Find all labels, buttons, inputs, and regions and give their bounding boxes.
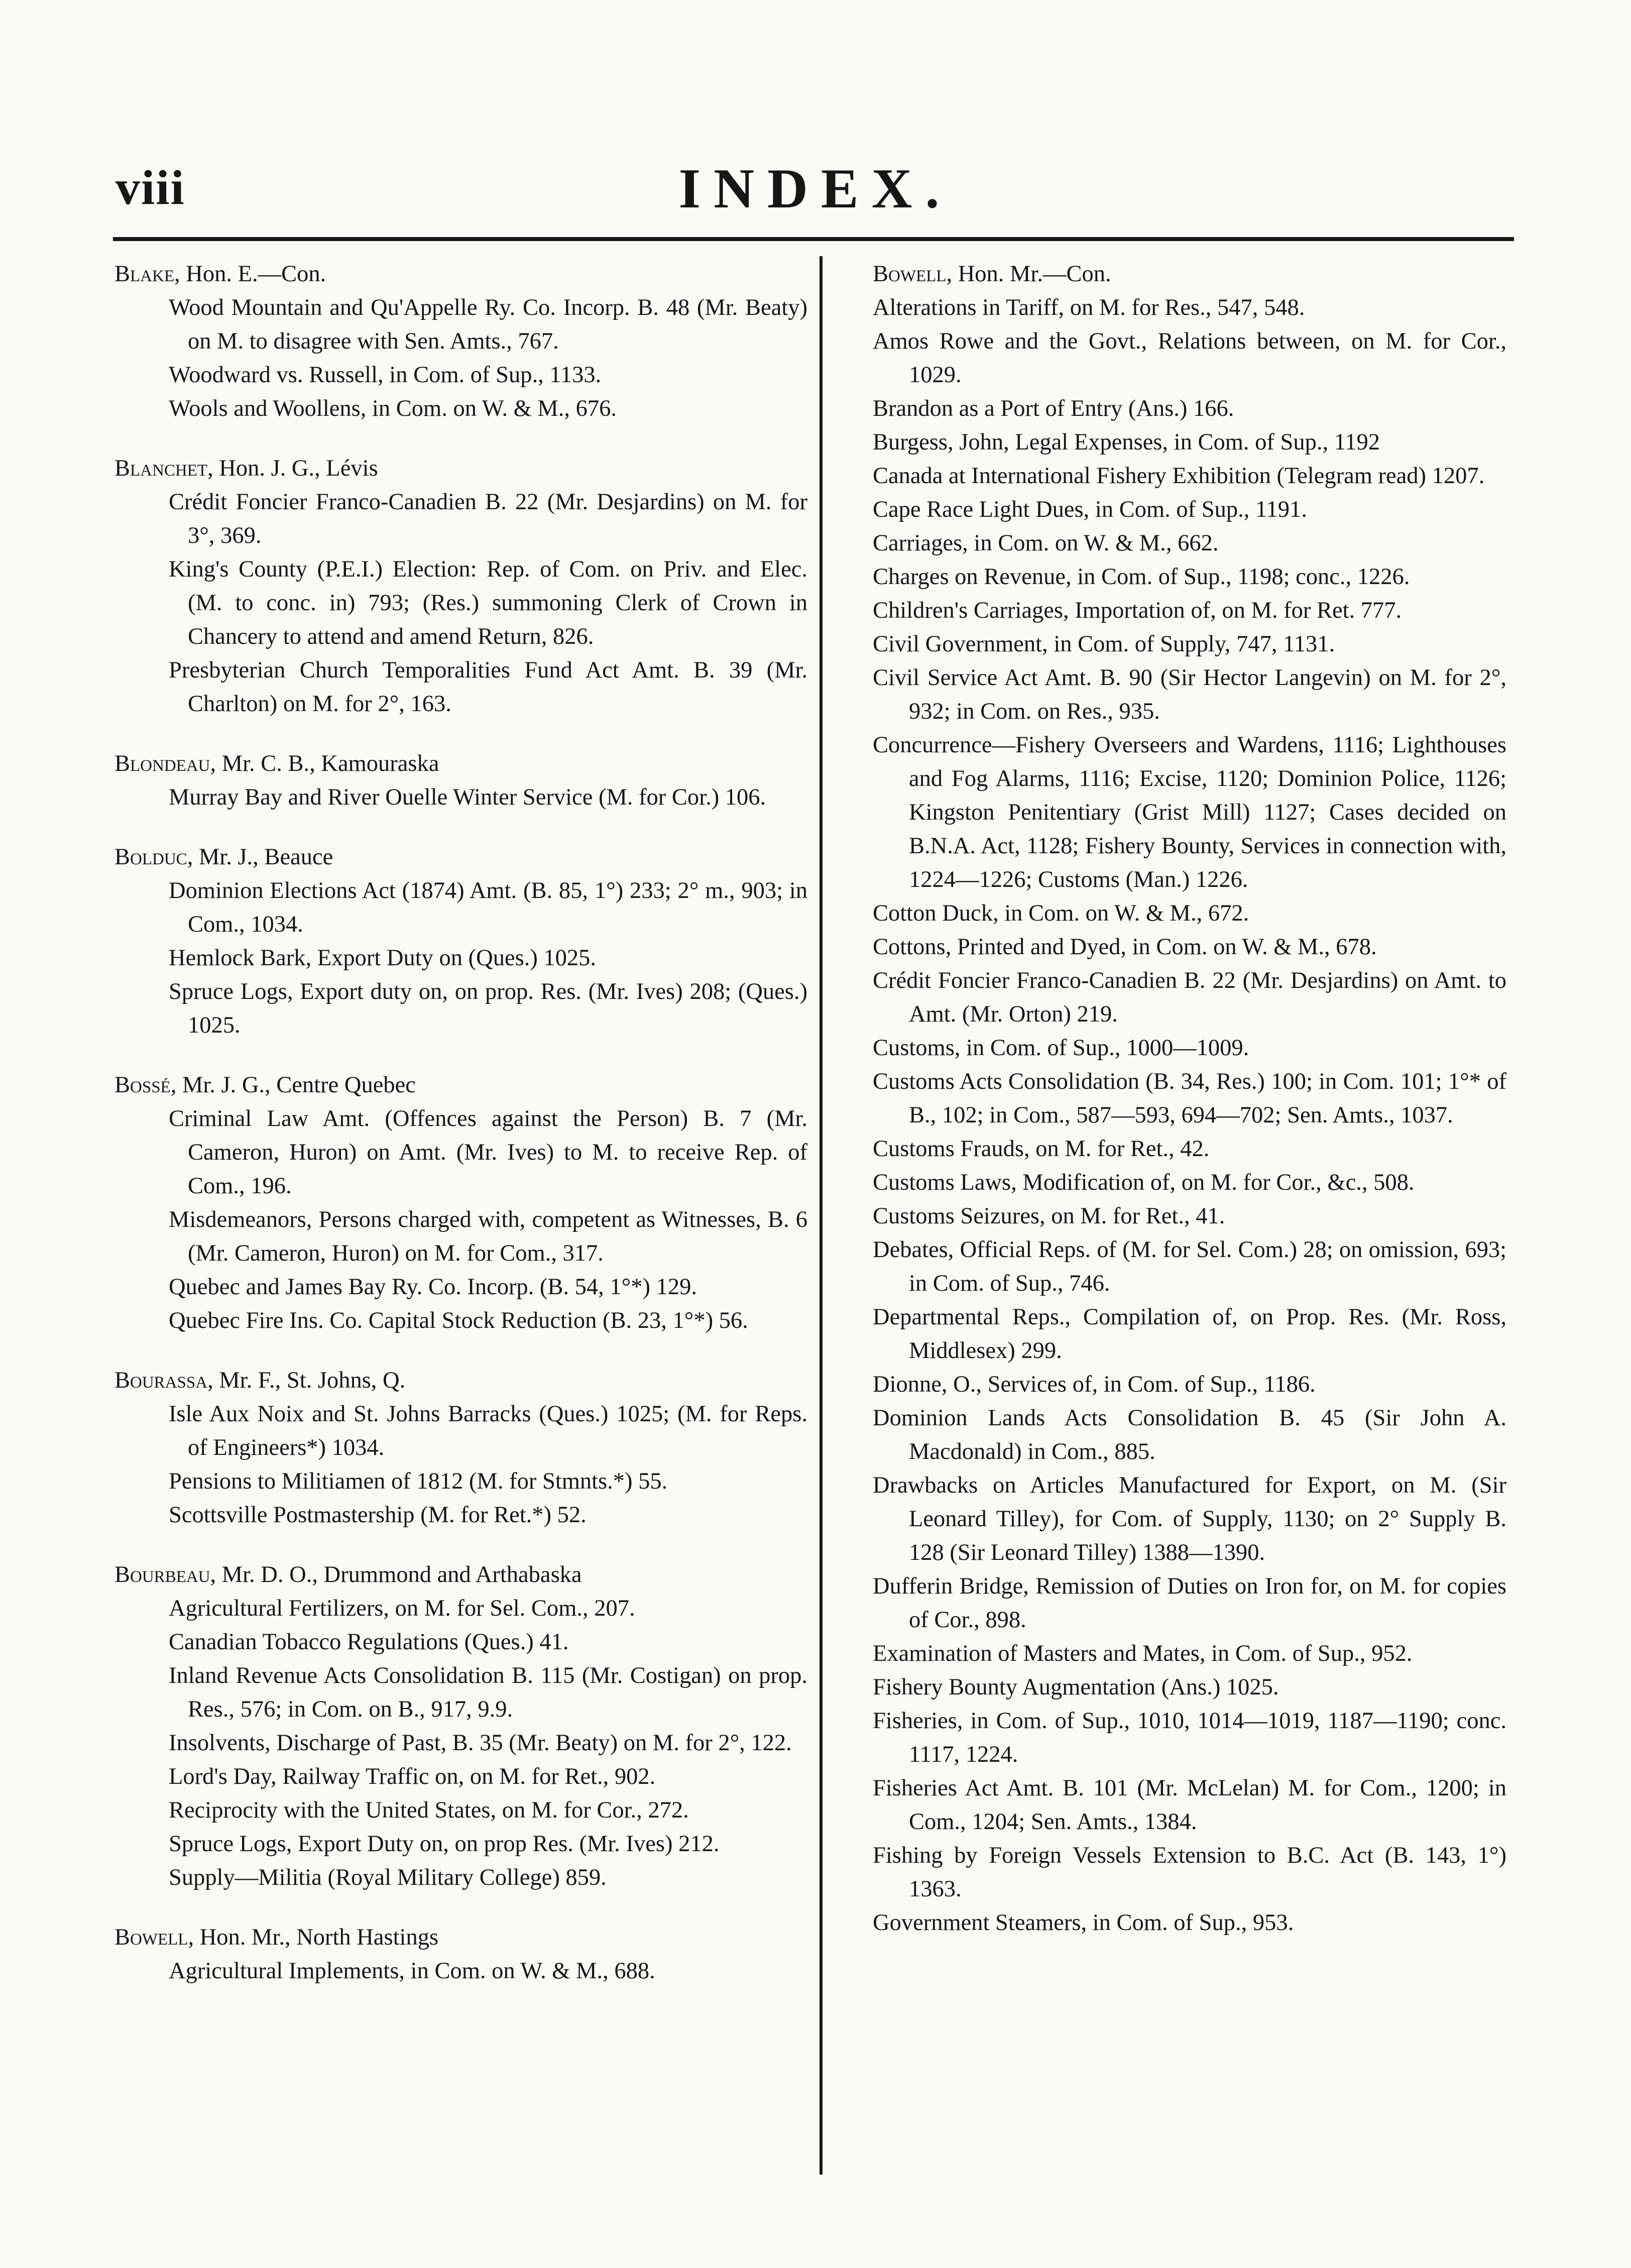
entry-heading bbox=[114, 747, 807, 780]
subentry: Customs Frauds, on M. for Ret., 42. bbox=[873, 1136, 1210, 1162]
entry-heading bbox=[114, 1068, 807, 1102]
subentry: Government Steamers, in Com. of Sup., 953. bbox=[873, 1910, 1294, 1936]
index-entry bbox=[114, 1068, 807, 1337]
subentry: Hemlock Bark, Export Duty on (Ques.) 1025. bbox=[169, 945, 597, 971]
entry-name: Blake bbox=[114, 261, 174, 287]
subentry: Examination of Masters and Mates, in Com. of Sup., 952. bbox=[873, 1641, 1413, 1666]
subentry: Spruce Logs, Export Duty on, on prop Res. (Mr. Ives) 212. bbox=[169, 1831, 720, 1857]
header-rule bbox=[113, 237, 1514, 241]
subentry: Dufferin Bridge, Remission of Duties on Iron for, on M. for copies of Cor., 898. bbox=[873, 1573, 1506, 1633]
index-entry bbox=[114, 840, 807, 1042]
subentry: Murray Bay and River Ouelle Winter Service (M. for Cor.) 106. bbox=[169, 784, 766, 810]
subentry: Misdemeanors, Persons charged with, competent as Witnesses, B. 6 (Mr. Cameron, Huron) on M. for Com., 317. bbox=[169, 1207, 807, 1266]
index-entry bbox=[114, 257, 807, 425]
index-entry bbox=[114, 451, 807, 721]
subentry: Insolvents, Discharge of Past, B. 35 (Mr. Beaty) on M. for 2°, 122. bbox=[169, 1730, 792, 1756]
subentry: Cotton Duck, in Com. on W. & M., 672. bbox=[873, 900, 1249, 926]
right-column bbox=[873, 257, 1506, 1940]
subentry: Crédit Foncier Franco-Canadien B. 22 (Mr. Desjardins) on M. for 3°, 369. bbox=[169, 489, 807, 548]
entry-heading bbox=[873, 257, 1506, 291]
subentry: Drawbacks on Articles Manufactured for Export, on M. (Sir Leonard Tilley), for Com. of Supply, 1130; on 2° Supply B. 128 (Sir Leonard Tilley) 1388—1390. bbox=[873, 1472, 1506, 1565]
subentry: Fishery Bounty Augmentation (Ans.) 1025. bbox=[873, 1674, 1279, 1700]
subentry: Customs Acts Consolidation (B. 34, Res.) 100; in Com. 101; 1°* of B., 102; in Com., 587—593, 694—702; Sen. Amts., 1037. bbox=[873, 1069, 1506, 1128]
subentry: Concurrence—Fishery Overseers and Wardens, 1116; Lighthouses and Fog Alarms, 1116; Excise, 1120; Dominion Police, 1126; Kingston Penitentiary (Grist Mill) 1127; Cases decided on B.N.A. Act, 1128; Fishery Bounty, Services in connection with, 1224—1226; Customs (Man.) 1226. bbox=[873, 732, 1506, 892]
entry-descriptor: , Hon. E.—Con. bbox=[174, 261, 326, 287]
entry-descriptor: , Hon. J. G., Lévis bbox=[207, 456, 378, 481]
subentry: Brandon as a Port of Entry (Ans.) 166. bbox=[873, 396, 1234, 421]
subentry: Quebec Fire Ins. Co. Capital Stock Reduction (B. 23, 1°*) 56. bbox=[169, 1308, 748, 1333]
subentry: Cape Race Light Dues, in Com. of Sup., 1191. bbox=[873, 497, 1307, 522]
subentry: Cottons, Printed and Dyed, in Com. on W. & M., 678. bbox=[873, 934, 1377, 960]
entry-heading bbox=[114, 840, 807, 874]
subentry: Canada at International Fishery Exhibition (Telegram read) 1207. bbox=[873, 463, 1485, 489]
subentry: Wood Mountain and Qu'Appelle Ry. Co. Incorp. B. 48 (Mr. Beaty) on M. to disagree with Sen. Amts., 767. bbox=[169, 295, 807, 354]
index-entry bbox=[114, 1364, 807, 1532]
column-divider bbox=[820, 256, 823, 2175]
subentry: Customs Seizures, on M. for Ret., 41. bbox=[873, 1203, 1225, 1229]
subentry: Fishing by Foreign Vessels Extension to B.C. Act (B. 143, 1°) 1363. bbox=[873, 1843, 1506, 1902]
subentry: Debates, Official Reps. of (M. for Sel. Com.) 28; on omission, 693; in Com. of Sup., 746. bbox=[873, 1237, 1506, 1296]
entry-name: Bowell bbox=[873, 261, 947, 287]
subentry: Alterations in Tariff, on M. for Res., 547, 548. bbox=[873, 295, 1305, 320]
subentry: Scottsville Postmastership (M. for Ret.*) 52. bbox=[169, 1502, 587, 1528]
subentry: Criminal Law Amt. (Offences against the Person) B. 7 (Mr. Cameron, Huron) on Amt. (Mr. Ives) to M. to receive Rep. of Com., 196. bbox=[169, 1106, 807, 1199]
subentry: Carriages, in Com. on W. & M., 662. bbox=[873, 530, 1219, 556]
subentry: Fisheries Act Amt. B. 101 (Mr. McLelan) M. for Com., 1200; in Com., 1204; Sen. Amts., 1384. bbox=[873, 1775, 1506, 1835]
subentry: Civil Service Act Amt. B. 90 (Sir Hector Langevin) on M. for 2°, 932; in Com. on Res., 935. bbox=[873, 665, 1506, 724]
subentry: Burgess, John, Legal Expenses, in Com. of Sup., 1192 bbox=[873, 429, 1380, 455]
index-entry bbox=[114, 1920, 807, 1988]
entry-heading bbox=[114, 1920, 807, 1954]
page-title: INDEX. bbox=[678, 158, 953, 220]
entry-name: Blondeau bbox=[114, 751, 210, 776]
subentry: Children's Carriages, Importation of, on M. for Ret. 777. bbox=[873, 598, 1402, 623]
subentry: Isle Aux Noix and St. Johns Barracks (Ques.) 1025; (M. for Reps. of Engineers*) 1034. bbox=[169, 1401, 807, 1460]
entry-name: Blanchet bbox=[114, 456, 207, 481]
entry-name: Bolduc bbox=[114, 844, 187, 870]
subentry: Dominion Elections Act (1874) Amt. (B. 85, 1°) 233; 2° m., 903; in Com., 1034. bbox=[169, 878, 807, 937]
entry-name: Bourassa bbox=[114, 1368, 208, 1393]
entry-heading bbox=[114, 451, 807, 485]
subentry: Customs, in Com. of Sup., 1000—1009. bbox=[873, 1035, 1249, 1061]
left-column bbox=[114, 257, 807, 2014]
subentry: Fisheries, in Com. of Sup., 1010, 1014—1019, 1187—1190; conc. 1117, 1224. bbox=[873, 1708, 1506, 1767]
entry-descriptor: , Hon. Mr., North Hastings bbox=[188, 1924, 439, 1950]
page-number: viii bbox=[115, 161, 185, 215]
subentry: Spruce Logs, Export duty on, on prop. Res. (Mr. Ives) 208; (Ques.) 1025. bbox=[169, 979, 807, 1038]
subentry: Civil Government, in Com. of Supply, 747, 1131. bbox=[873, 631, 1335, 657]
subentry: Quebec and James Bay Ry. Co. Incorp. (B. 54, 1°*) 129. bbox=[169, 1274, 697, 1300]
entry-name: Bowell bbox=[114, 1924, 188, 1950]
entry-descriptor: , Mr. D. O., Drummond and Arthabaska bbox=[210, 1562, 582, 1587]
index-entry bbox=[114, 1558, 807, 1894]
subentry: King's County (P.E.I.) Election: Rep. of Com. on Priv. and Elec. (M. to conc. in) 793; (Res.) summoning Clerk of Crown in Chancery to attend and amend Return, 826. bbox=[169, 556, 807, 649]
subentry: Amos Rowe and the Govt., Relations between, on M. for Cor., 1029. bbox=[873, 328, 1506, 388]
index-entry bbox=[114, 747, 807, 814]
entry-heading bbox=[114, 1558, 807, 1592]
subentry: Charges on Revenue, in Com. of Sup., 1198; conc., 1226. bbox=[873, 564, 1410, 590]
entry-name: Bourbeau bbox=[114, 1562, 210, 1587]
entry-heading bbox=[114, 257, 807, 291]
subentry: Pensions to Militiamen of 1812 (M. for Stmnts.*) 55. bbox=[169, 1468, 668, 1494]
subentry: Wools and Woollens, in Com. on W. & M., 676. bbox=[169, 396, 617, 421]
entry-descriptor: , Mr. J. G., Centre Quebec bbox=[170, 1072, 416, 1098]
subentry: Dominion Lands Acts Consolidation B. 45 (Sir John A. Macdonald) in Com., 885. bbox=[873, 1405, 1506, 1464]
subentry: Departmental Reps., Compilation of, on Prop. Res. (Mr. Ross, Middlesex) 299. bbox=[873, 1304, 1506, 1364]
subentry: Crédit Foncier Franco-Canadien B. 22 (Mr. Desjardins) on Amt. to Amt. (Mr. Orton) 219. bbox=[873, 968, 1506, 1027]
subentry: Inland Revenue Acts Consolidation B. 115 (Mr. Costigan) on prop. Res., 576; in Com. on B., 917, 9.9. bbox=[169, 1663, 807, 1722]
subentry: Lord's Day, Railway Traffic on, on M. for Ret., 902. bbox=[169, 1764, 656, 1789]
subentry: Supply—Militia (Royal Military College) 859. bbox=[169, 1865, 607, 1890]
subentry: Reciprocity with the United States, on M. for Cor., 272. bbox=[169, 1797, 689, 1823]
subentry: Woodward vs. Russell, in Com. of Sup., 1133. bbox=[169, 362, 602, 388]
entry-name: Bossé bbox=[114, 1072, 171, 1098]
entry-descriptor: , Mr. F., St. Johns, Q. bbox=[207, 1368, 406, 1393]
entry-descriptor: , Mr. J., Beauce bbox=[187, 844, 333, 870]
subentry: Dionne, O., Services of, in Com. of Sup., 1186. bbox=[873, 1372, 1316, 1397]
entry-heading bbox=[114, 1364, 807, 1397]
subentry: Customs Laws, Modification of, on M. for Cor., &c., 508. bbox=[873, 1170, 1415, 1195]
subentry: Agricultural Implements, in Com. on W. & M., 688. bbox=[169, 1958, 655, 1984]
subentry: Canadian Tobacco Regulations (Ques.) 41. bbox=[169, 1629, 569, 1655]
subentry: Presbyterian Church Temporalities Fund Act Amt. B. 39 (Mr. Charlton) on M. for 2°, 163. bbox=[169, 657, 807, 717]
subentry: Agricultural Fertilizers, on M. for Sel. Com., 207. bbox=[169, 1596, 635, 1621]
entry-descriptor: , Mr. C. B., Kamouraska bbox=[210, 751, 439, 776]
entry-descriptor: , Hon. Mr.—Con. bbox=[946, 261, 1111, 287]
